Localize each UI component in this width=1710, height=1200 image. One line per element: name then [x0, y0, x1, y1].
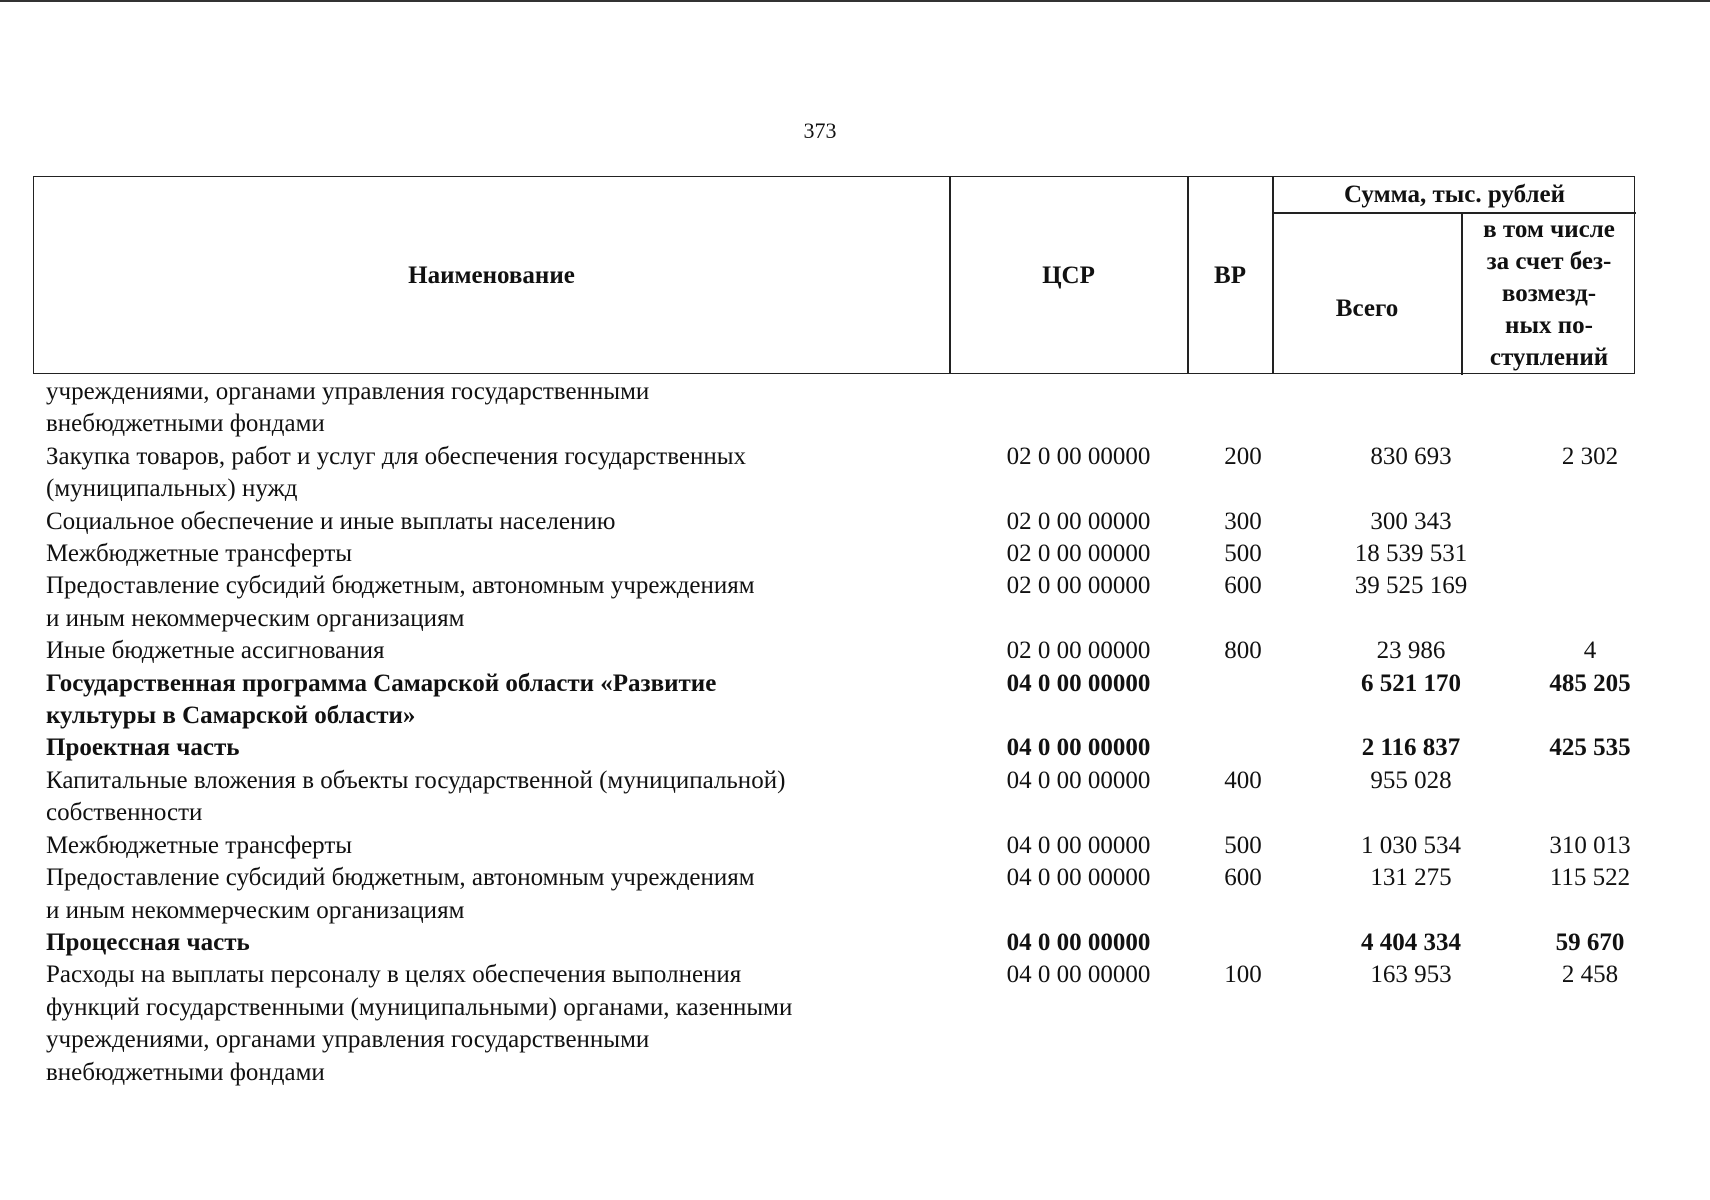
table-row [46, 959, 1646, 1089]
row-free: 310 013 [1549, 831, 1631, 859]
row-name-line: Процессная часть [46, 928, 250, 956]
table-row [46, 927, 1646, 959]
row-name-line: (муниципальных) нужд [46, 475, 298, 503]
table-row [46, 506, 1646, 538]
row-free: 59 670 [1555, 928, 1625, 956]
table-row [46, 376, 1646, 441]
table-row [46, 538, 1646, 570]
header-vr: ВР [1214, 262, 1246, 289]
row-total: 6 521 170 [1361, 669, 1461, 697]
header-total: Всего [1335, 295, 1399, 322]
row-name-line: и иным некоммерческим организациям [46, 604, 465, 632]
row-csr: 04 0 00 00000 [1006, 831, 1151, 859]
header-csr: ЦСР [1042, 262, 1095, 289]
table-header [33, 176, 1635, 374]
row-name [46, 765, 906, 830]
row-name-line: и иным некоммерческим организациям [46, 896, 465, 924]
header-free-line: ступлений [1489, 344, 1609, 371]
row-vr: 600 [1224, 864, 1262, 892]
row-name [46, 376, 906, 441]
row-name-line: собственности [46, 799, 203, 827]
row-name-line: Иные бюджетные ассигнования [46, 637, 385, 665]
table-row [46, 668, 1646, 733]
row-name [46, 959, 906, 1089]
row-total: 4 404 334 [1361, 928, 1461, 956]
row-name-line: Межбюджетные трансферты [46, 831, 353, 859]
table-row [46, 732, 1646, 764]
row-vr: 500 [1224, 540, 1262, 568]
header-free-line: ных по- [1505, 312, 1593, 339]
row-name-line: Государственная программа Самарской области «Развитие [46, 669, 717, 697]
row-name [46, 830, 906, 862]
row-total: 2 116 837 [1361, 734, 1461, 762]
row-name [46, 668, 906, 733]
row-vr: 400 [1224, 766, 1262, 794]
row-total: 1 030 534 [1361, 831, 1461, 859]
row-free: 425 535 [1549, 734, 1631, 762]
row-total: 131 275 [1370, 864, 1452, 892]
table-body [46, 376, 1646, 1089]
row-name [46, 927, 906, 959]
page-number: 373 [803, 118, 837, 143]
row-free: 2 302 [1561, 442, 1619, 470]
row-free: 2 458 [1561, 961, 1619, 989]
table-row [46, 635, 1646, 667]
row-name [46, 732, 906, 764]
row-free: 4 [1583, 637, 1597, 665]
row-name-line: Межбюджетные трансферты [46, 540, 353, 568]
row-vr: 100 [1224, 961, 1262, 989]
row-vr: 500 [1224, 831, 1262, 859]
row-csr: 04 0 00 00000 [1006, 928, 1151, 956]
header-free-line: за счет без- [1486, 248, 1612, 275]
row-name-line: внебюджетными фондами [46, 410, 325, 438]
row-vr: 200 [1224, 442, 1262, 470]
table-row [46, 862, 1646, 927]
row-csr: 04 0 00 00000 [1006, 734, 1151, 762]
header-name: Наименование [408, 262, 575, 289]
header-free-line: возмезд- [1501, 280, 1597, 307]
table-row [46, 765, 1646, 830]
row-name-line: Капитальные вложения в объекты государственной (муниципальной) [46, 766, 786, 794]
row-name-line: внебюджетными фондами [46, 1058, 325, 1086]
row-csr: 04 0 00 00000 [1006, 766, 1151, 794]
row-total: 18 539 531 [1354, 540, 1468, 568]
row-total: 830 693 [1370, 442, 1452, 470]
row-name-line: Расходы на выплаты персоналу в целях обеспечения выполнения [46, 961, 742, 989]
row-name-line: учреждениями, органами управления государственными [46, 378, 650, 405]
row-name [46, 506, 906, 538]
row-total: 39 525 169 [1354, 572, 1468, 600]
row-name-line: учреждениями, органами управления государственными [46, 1026, 650, 1054]
row-name [46, 538, 906, 570]
row-name-line: Предоставление субсидий бюджетным, автономным учреждениям [46, 572, 755, 600]
row-csr: 04 0 00 00000 [1006, 864, 1151, 892]
row-csr: 02 0 00 00000 [1006, 442, 1151, 470]
row-name-line: функций государственными (муниципальными) органами, казенными [46, 993, 793, 1021]
row-csr: 02 0 00 00000 [1006, 572, 1151, 600]
row-free: 115 522 [1549, 864, 1631, 892]
row-name [46, 441, 906, 506]
row-vr: 600 [1224, 572, 1262, 600]
row-csr: 02 0 00 00000 [1006, 507, 1151, 535]
header-free-line: в том числе [1483, 216, 1615, 243]
row-csr: 02 0 00 00000 [1006, 540, 1151, 568]
top-border-line [0, 0, 1710, 2]
row-total: 955 028 [1370, 766, 1452, 794]
table-row [46, 570, 1646, 635]
row-free: 485 205 [1549, 669, 1631, 697]
row-name [46, 635, 906, 667]
row-csr: 04 0 00 00000 [1006, 961, 1151, 989]
row-name-line: Проектная часть [46, 734, 240, 762]
row-name [46, 570, 906, 635]
row-name-line: Предоставление субсидий бюджетным, автономным учреждениям [46, 864, 755, 892]
row-name-line: Социальное обеспечение и иные выплаты населению [46, 507, 616, 535]
row-vr: 300 [1224, 507, 1262, 535]
row-vr: 800 [1224, 637, 1262, 665]
header-free [1462, 213, 1636, 375]
row-name-line: культуры в Самарской области» [46, 702, 416, 730]
header-sum: Сумма, тыс. рублей [1343, 181, 1566, 208]
row-total: 163 953 [1370, 961, 1452, 989]
table-row [46, 830, 1646, 862]
row-csr: 02 0 00 00000 [1006, 637, 1151, 665]
row-name-line: Закупка товаров, работ и услуг для обеспечения государственных [46, 442, 747, 470]
row-total: 300 343 [1370, 507, 1452, 535]
row-name [46, 862, 906, 927]
row-csr: 04 0 00 00000 [1006, 669, 1151, 697]
table-row [46, 441, 1646, 506]
row-total: 23 986 [1376, 637, 1446, 665]
